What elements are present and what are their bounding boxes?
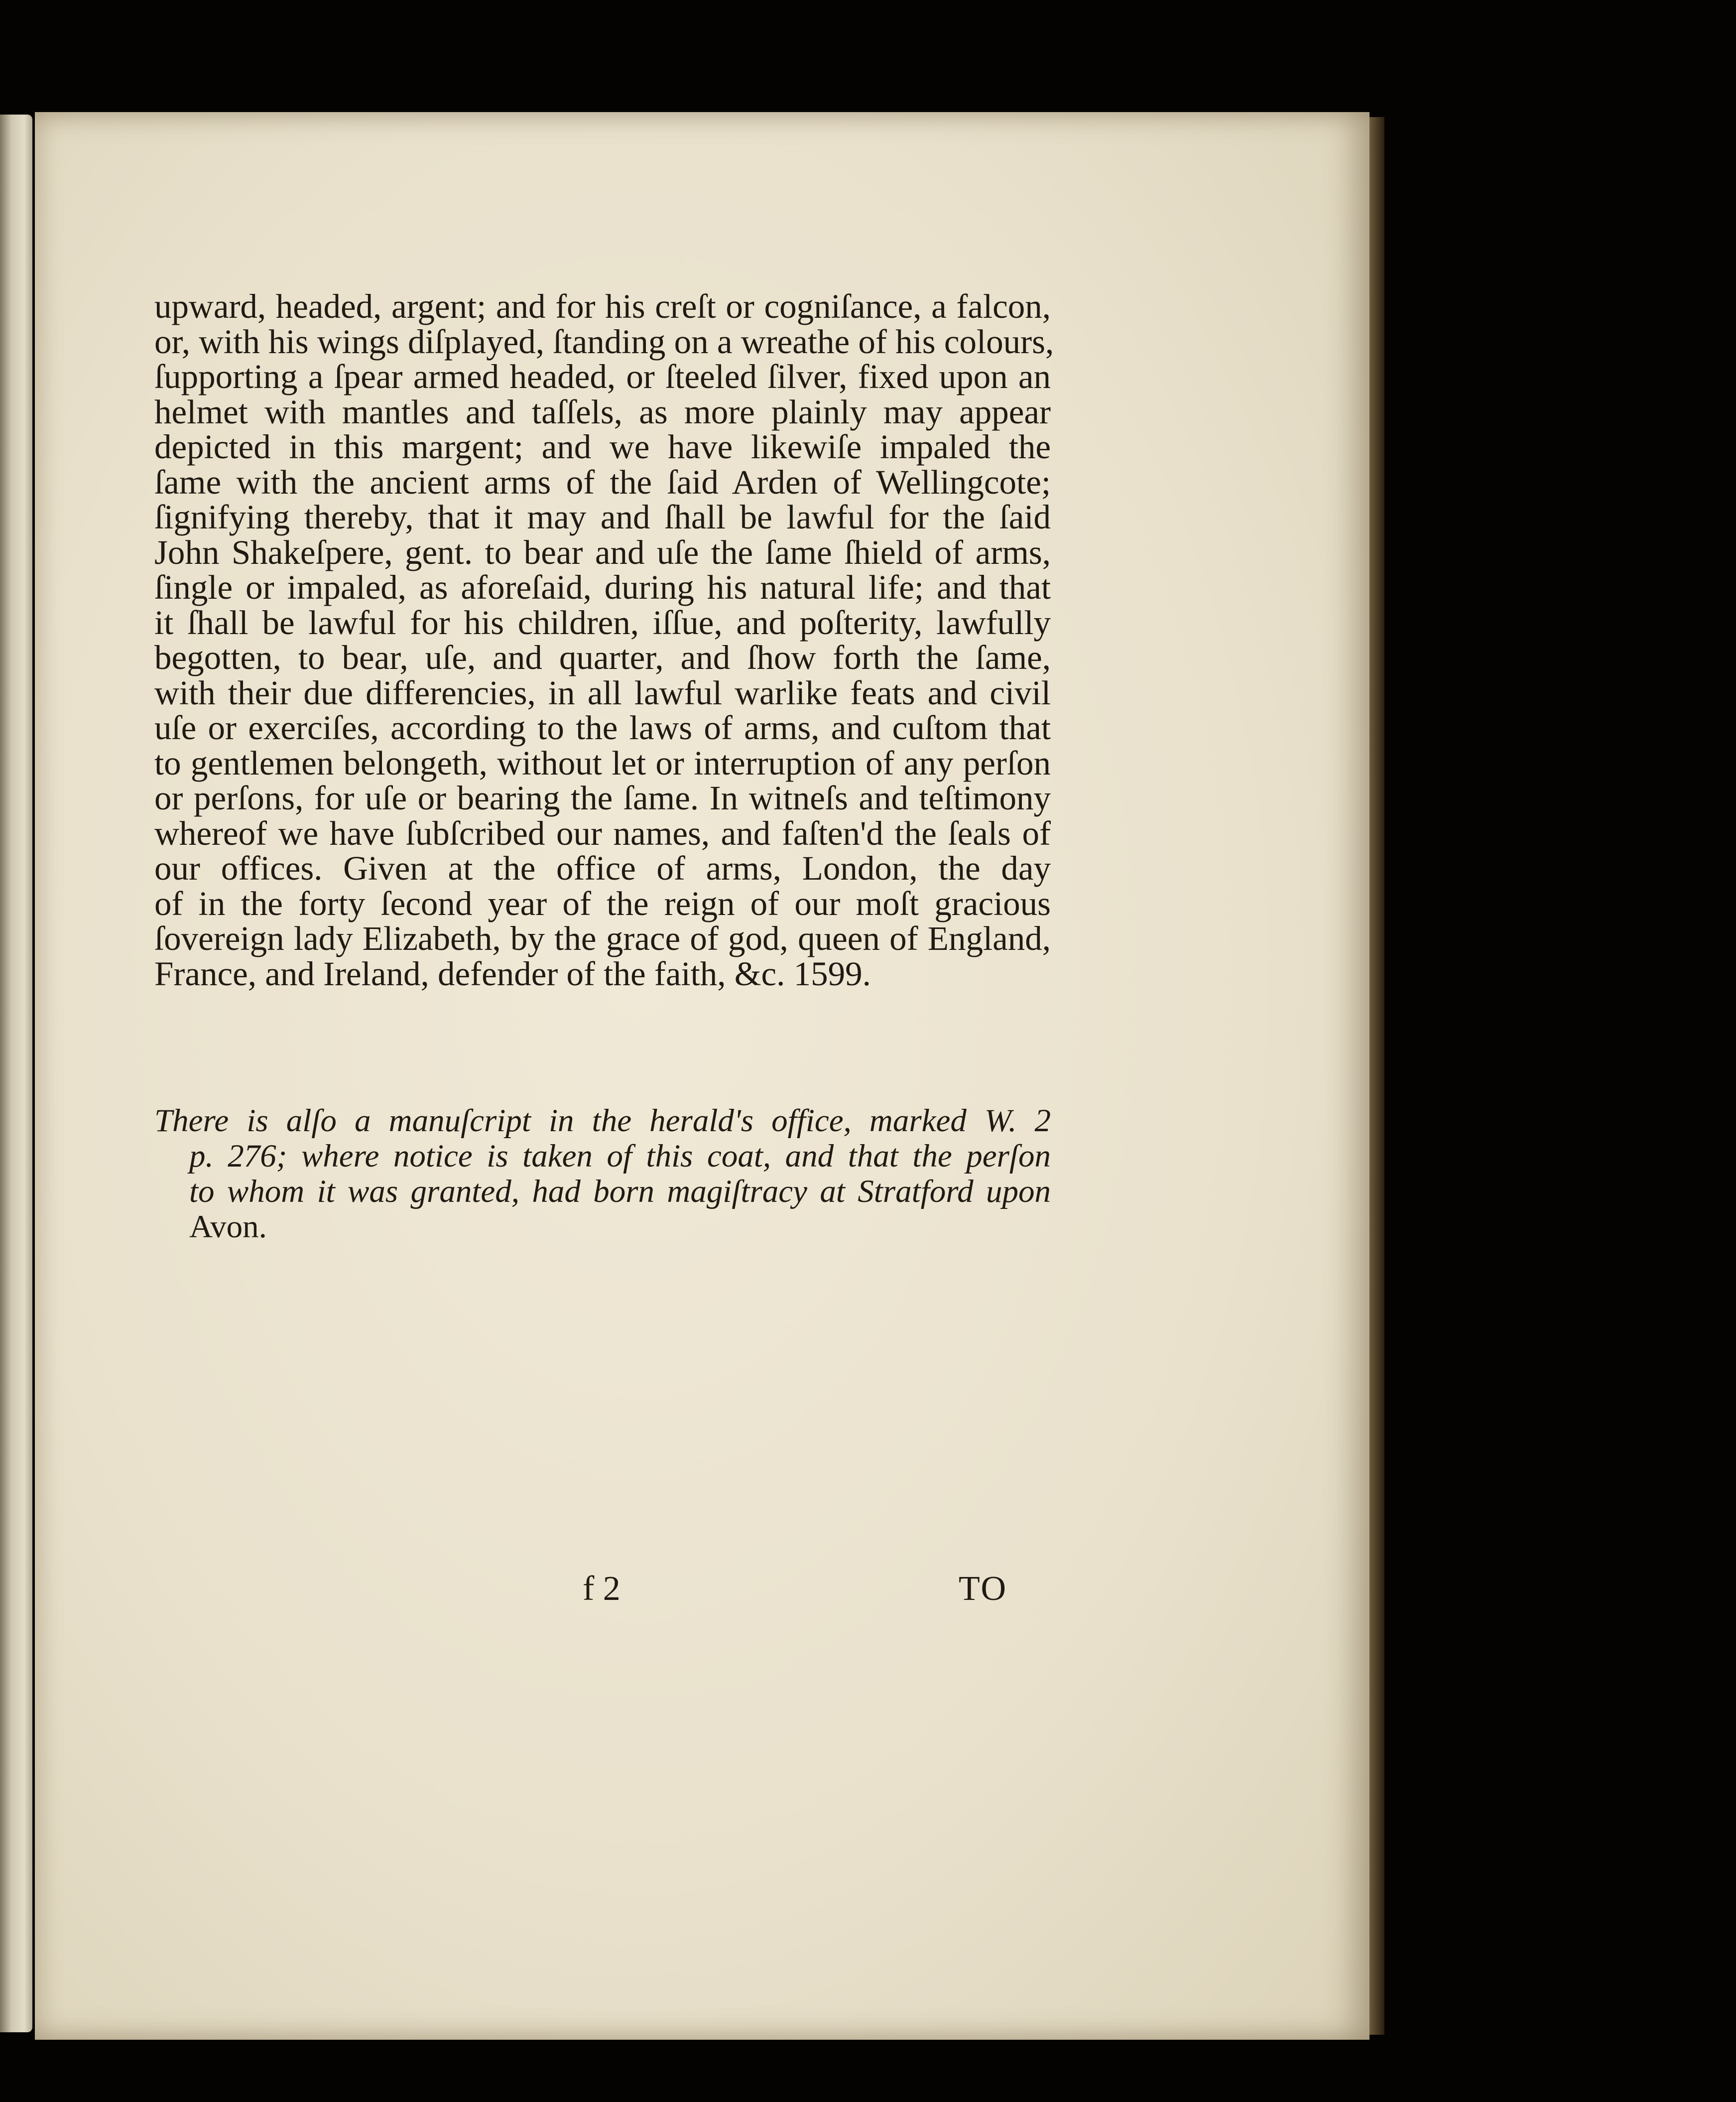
note-line: Avon. [189,1209,267,1245]
body-text [154,287,1054,993]
body-line: our offices. Given at the office of arms, London, the day [154,849,1051,887]
previous-page-edge [0,115,32,2032]
body-line: to gentlemen belongeth, without let or interruption of any perſon [154,744,1051,782]
body-line: or perſons, for uſe or bearing the ſame. In witneſs and teſtimony [154,779,1051,817]
body-line: or, with his wings diſplayed, ſtanding on a wreathe of his colours, [154,322,1054,361]
body-line: uſe or exerciſes, according to the laws of arms, and cuſtom that [154,709,1051,747]
body-line: begotten, to bear, uſe, and quarter, and ſhow forth the ſame, [154,639,1051,676]
body-line: depicted in this margent; and we have likewiſe impaled the [154,428,1051,466]
body-line: it ſhall be lawful for his children, iſſue, and poſterity, lawfully [154,603,1051,642]
body-line: helmet with mantles and taſſels, as more plainly may appear [154,393,1051,431]
body-line: whereof we have ſubſcribed our names, and faſten'd the ſeals of [154,814,1051,852]
body-line: ſovereign lady Elizabeth, by the grace of god, queen of England, [154,920,1051,957]
body-line: France, and Ireland, defender of the faith, &c. 1599. [154,954,871,993]
body-line: with their due differencies, in all lawful warlike feats and civil [154,673,1051,712]
catchword: TO [959,1570,1008,1608]
note-line: p. 276; where notice is taken of this coat, and that the perſon [189,1138,1051,1174]
body-line: ſignifying thereby, that it may and ſhall be lawful for the ſaid [154,498,1051,536]
manuscript-note [154,1103,1051,1245]
note-line: There is alſo a manuſcript in the herald's office, marked W. 2 [154,1103,1051,1139]
book-page [35,112,1369,2040]
body-line: John Shakeſpere, gent. to bear and uſe the ſame ſhield of arms, [154,533,1051,571]
signature-mark: f 2 [583,1570,620,1608]
body-line: of in the forty ſecond year of the reign of our moſt gracious [154,884,1051,922]
note-line: to whom it was granted, had born magiſtracy at Stratford upon [189,1174,1051,1209]
body-line: ſingle or impaled, as aforeſaid, during his natural life; and that [154,568,1051,606]
body-line: upward, headed, argent; and for his creſt or cogniſance, a falcon, [154,287,1051,325]
body-line: ſupporting a ſpear armed headed, or ſteeled ſilver, fixed upon an [154,358,1051,395]
body-line: ſame with the ancient arms of the ſaid Arden of Wellingcote; [154,463,1051,501]
